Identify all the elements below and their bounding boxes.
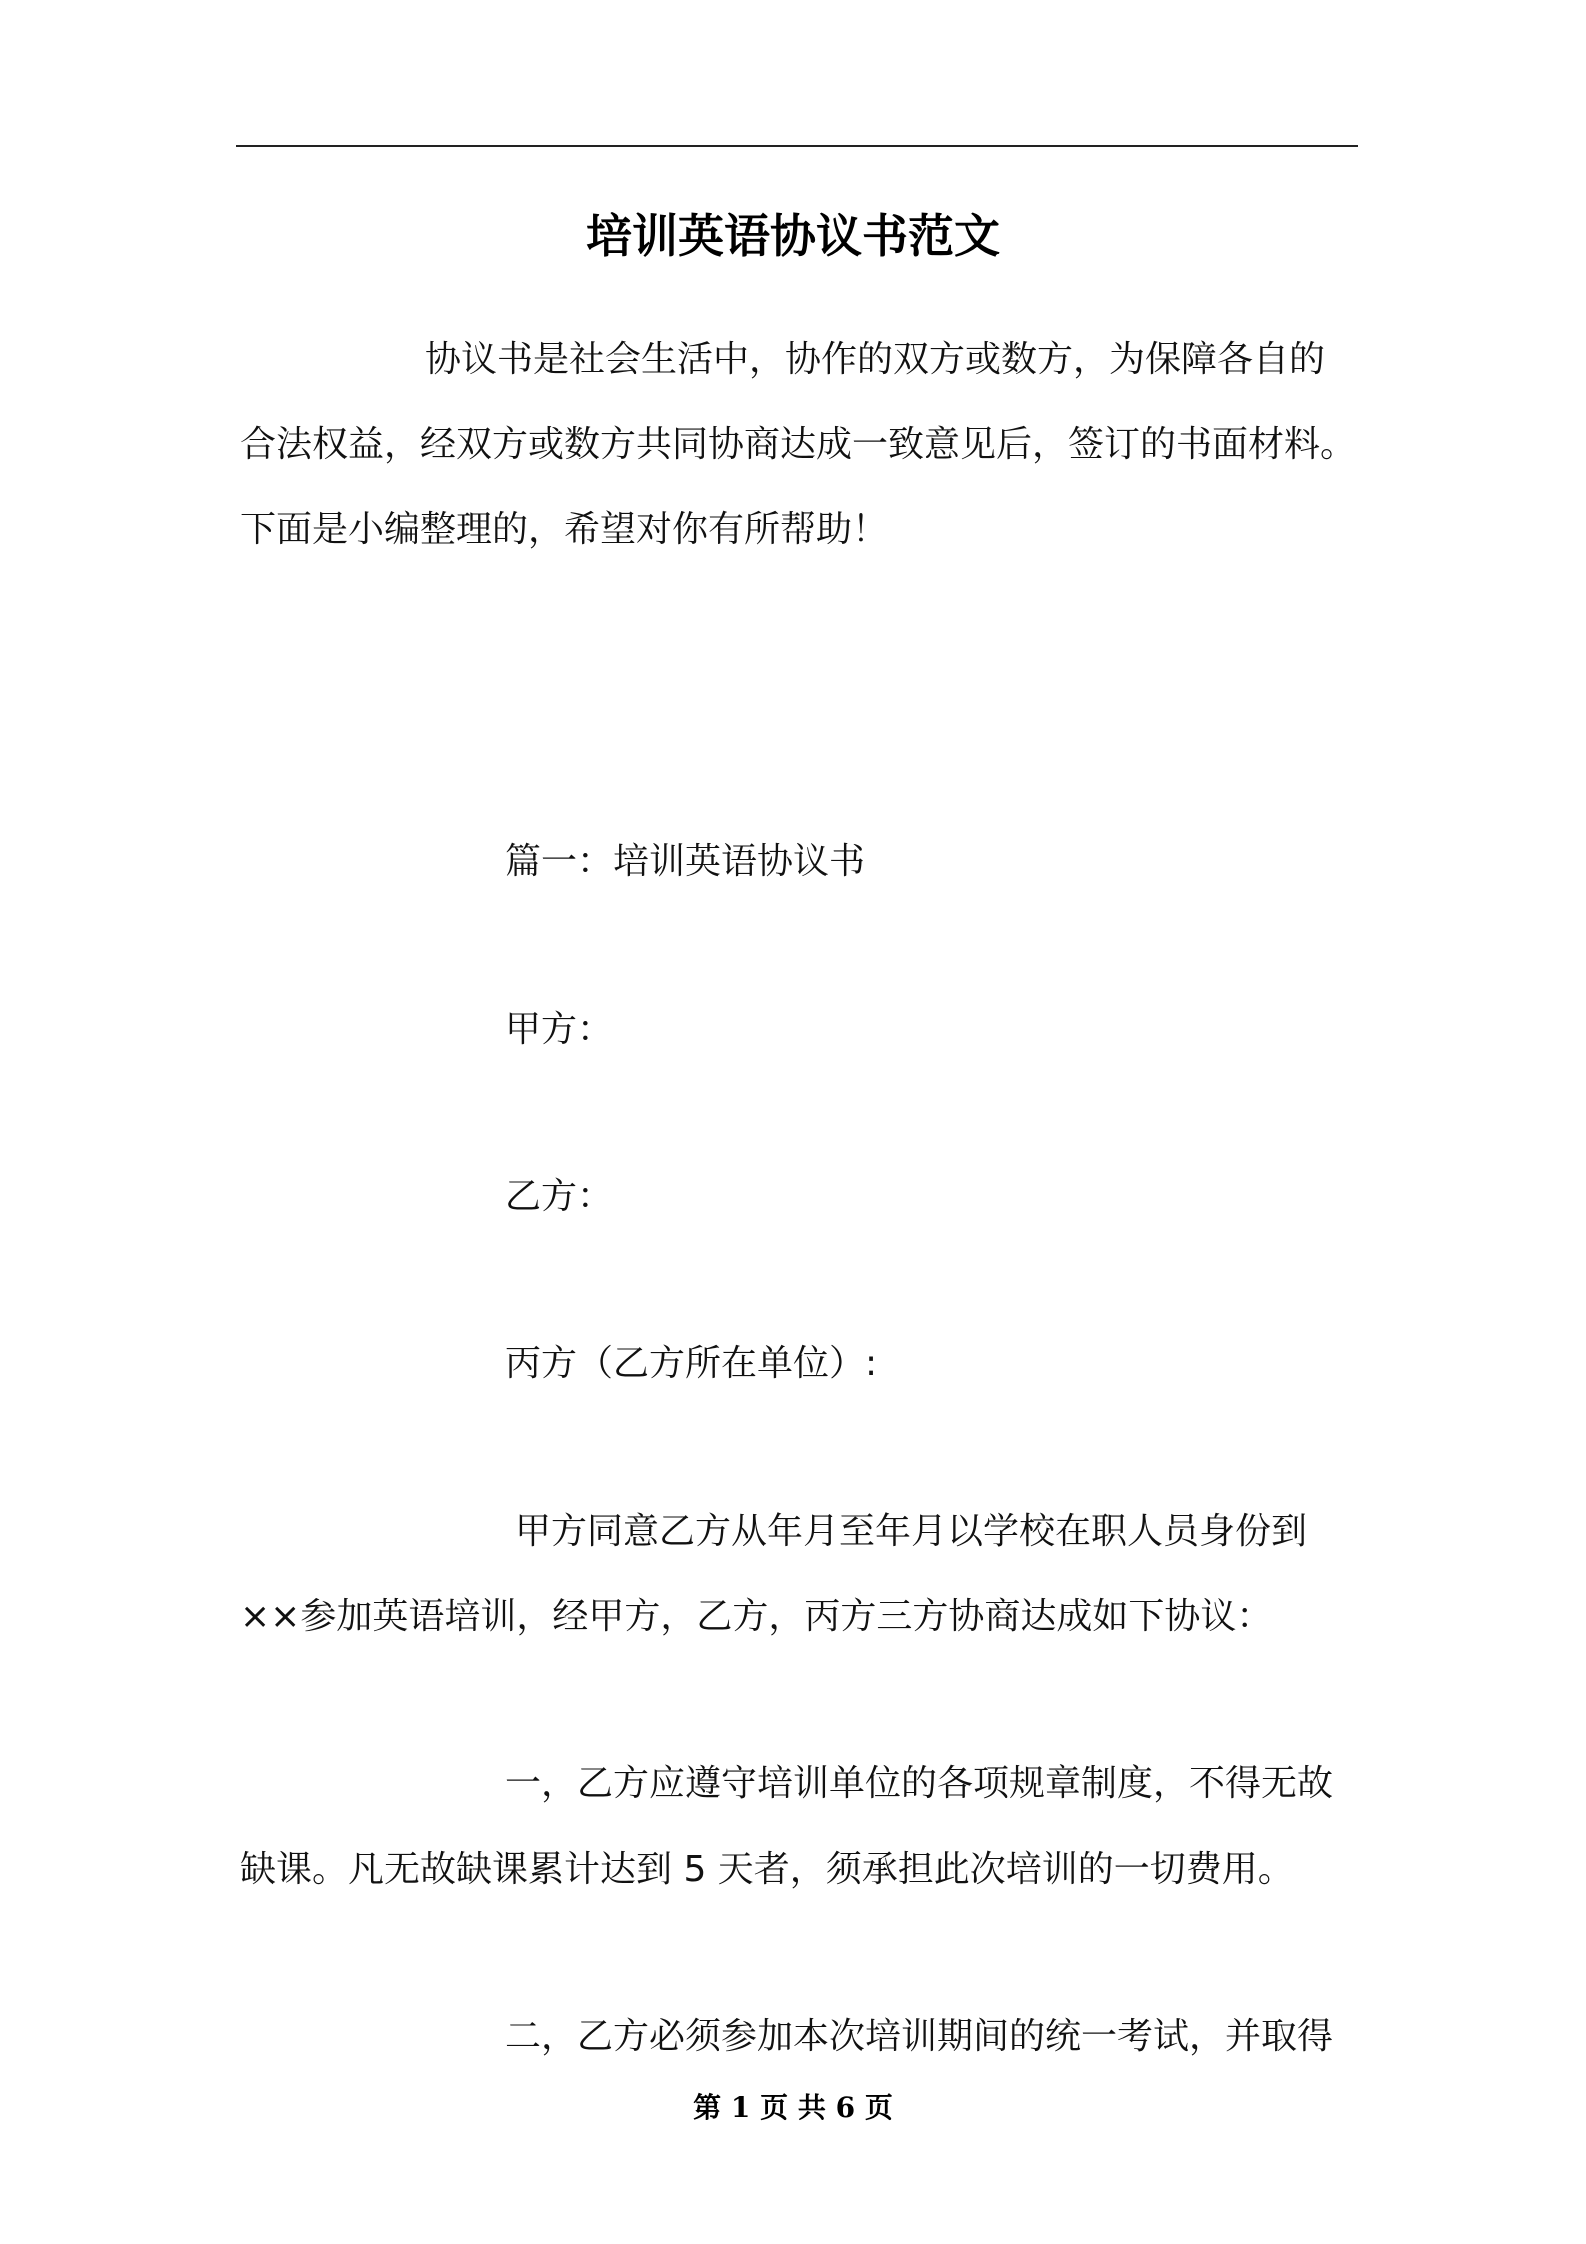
- agreement-line-1: 甲方同意乙方从年月至年月以学校在职人员身份到: [515, 1511, 1308, 1552]
- intro-line-2: 合法权益，经双方或数方共同协商达成一致意见后，签订的书面材料。: [240, 424, 1357, 465]
- clause-1-line-2: 缺课。凡无故缺课累计达到 5 天者，须承担此次培训的一切费用。: [240, 1849, 1294, 1890]
- intro-line-1: 协议书是社会生活中，协作的双方或数方，为保障各自的: [425, 339, 1326, 380]
- intro-line-3: 下面是小编整理的，希望对你有所帮助！: [240, 509, 889, 550]
- header-divider: [236, 145, 1358, 147]
- document-title: 培训英语协议书范文: [586, 209, 1000, 263]
- agreement-line-2: ××参加英语培训，经甲方，乙方，丙方三方协商达成如下协议：: [240, 1596, 1273, 1637]
- party-a-label: 甲方：: [505, 1009, 614, 1050]
- section-heading: 篇一：培训英语协议书: [505, 841, 866, 882]
- party-c-label: 丙方（乙方所在单位）:: [505, 1343, 878, 1384]
- page-indicator: 第 1 页 共 6 页: [693, 2091, 893, 2124]
- party-b-label: 乙方：: [505, 1176, 614, 1217]
- clause-1-line-1: 一，乙方应遵守培训单位的各项规章制度，不得无故: [505, 1763, 1334, 1804]
- clause-2-line-1: 二，乙方必须参加本次培训期间的统一考试，并取得: [505, 2016, 1334, 2057]
